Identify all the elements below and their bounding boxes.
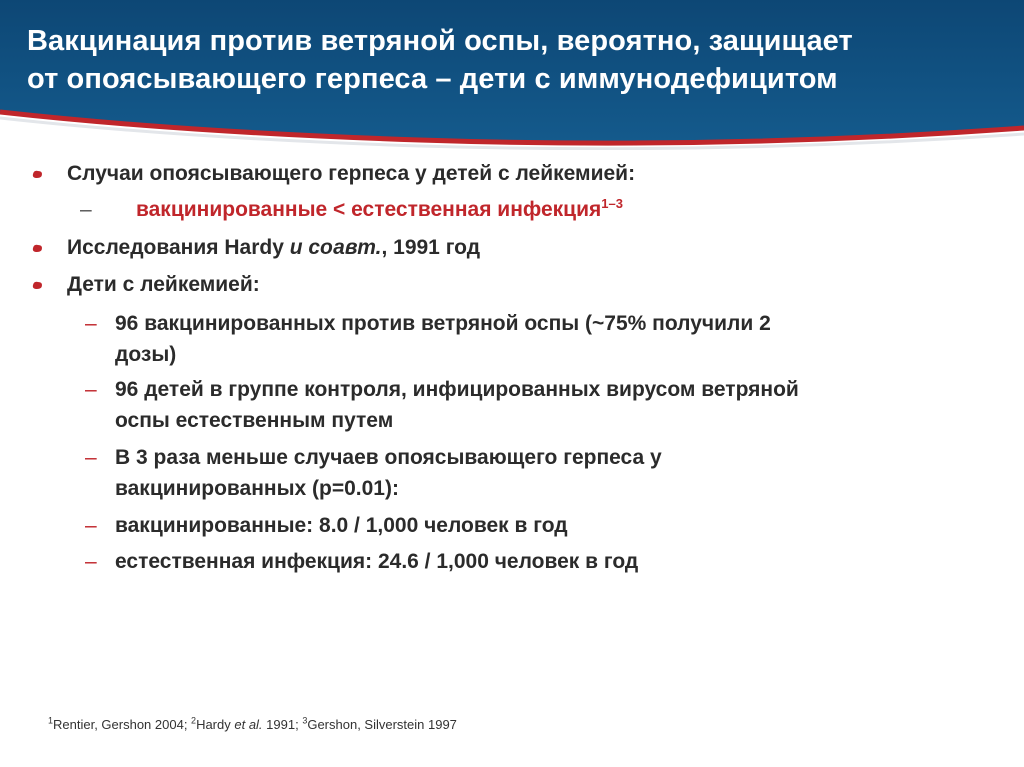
sub-bullet-line: оспы естественным путем bbox=[115, 409, 394, 432]
slide-body bbox=[30, 150, 1005, 740]
dash-icon: – bbox=[80, 198, 92, 221]
sub-bullet-line: 96 детей в группе контроля, инфицированных вирусом ветряной bbox=[115, 378, 799, 401]
bullet-icon bbox=[32, 281, 43, 290]
sub-bullet-line: естественная инфекция: 24.6 / 1,000 человек в год bbox=[115, 550, 639, 573]
bullet-text: Случаи опоясывающего герпеса у детей с лейкемией: bbox=[67, 162, 636, 185]
sub-bullet-line: 96 вакцинированных против ветряной оспы (~75% получили 2 bbox=[115, 312, 771, 335]
sub-bullet-line: вакцинированных (p=0.01): bbox=[115, 477, 399, 500]
sub-bullet-line: дозы) bbox=[115, 343, 177, 366]
title-line-1: Вакцинация против ветряной оспы, вероятно, защищает bbox=[27, 25, 853, 57]
bullet-text: Исследования Hardy и соавт., 1991 год bbox=[67, 236, 481, 259]
sub-bullet-line: вакцинированные: 8.0 / 1,000 человек в год bbox=[115, 514, 568, 537]
dash-icon: – bbox=[85, 514, 97, 537]
bullet-text: Дети с лейкемией: bbox=[67, 273, 260, 296]
superscript: 1–3 bbox=[601, 196, 623, 211]
dash-icon: – bbox=[85, 378, 97, 401]
footnote: $^1$Rentier, Gershon 2004; $^2$Hardy et al. 1991; $^3$Gershon, Silverstein 1997 bbox=[48, 715, 457, 732]
sub-bullet-line: В 3 раза меньше случаев опоясывающего герпеса у bbox=[115, 446, 662, 469]
dash-icon: – bbox=[85, 312, 97, 335]
slide-header bbox=[0, 0, 1024, 150]
title-line-2: от опоясывающего герпеса – дети с иммунодефицитом bbox=[27, 63, 838, 95]
bullet-icon bbox=[32, 244, 43, 253]
dash-icon: – bbox=[85, 446, 97, 469]
dash-icon: – bbox=[85, 550, 97, 573]
sub-bullet-text: вакцинированные < естественная инфекция$^{1-3}$ bbox=[136, 196, 623, 221]
page-title bbox=[27, 22, 1007, 98]
bullet-icon bbox=[32, 170, 43, 179]
